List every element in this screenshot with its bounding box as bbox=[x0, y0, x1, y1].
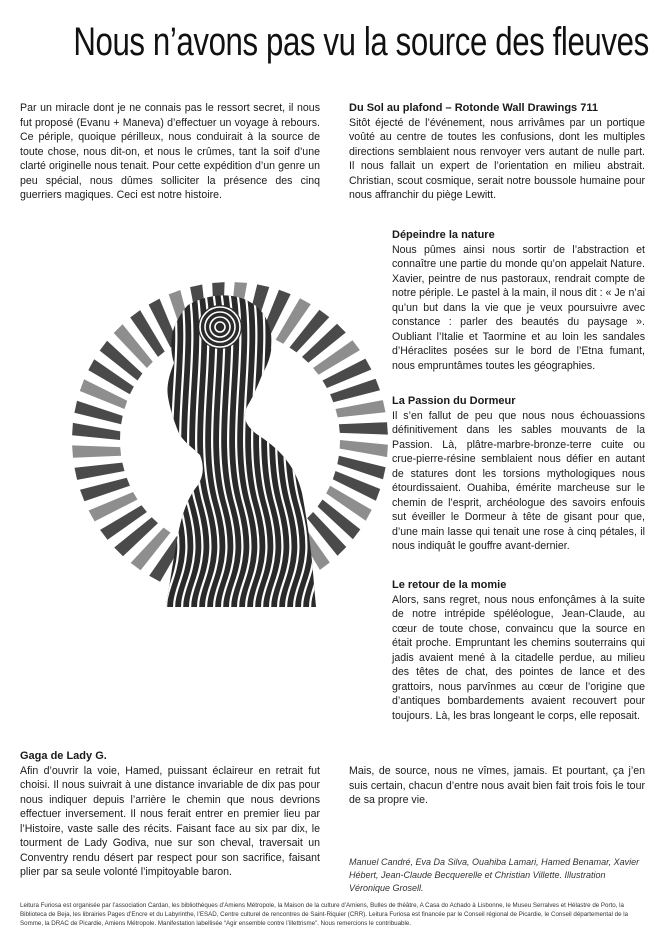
section-heading: La Passion du Dormeur bbox=[392, 395, 516, 407]
section-heading: Du Sol au plafond – Rotonde Wall Drawings 711 bbox=[349, 102, 598, 114]
section-text: Sitôt éjecté de l’événement, nous arrivâmes par un portique voûté au centre de toutes les confusions, dont les multiples directions semblaient nous renvoyer vers autant de nulle part. Il nous fallait un expert de l’orientation en milieu abstrait. Christian, scout cosmique, serait notre boussole humaine pour nous affranchir du piège Lewitt. bbox=[349, 116, 645, 201]
page-title: Nous n’avons pas vu la source des fleuves bbox=[73, 20, 649, 64]
section-text: Il s’en fallut de peu que nous nous échouassions définitivement dans les sables mouvants de la Passion. Là, plâtre-marbre-bronze-terre cuite ou crue-pierre-résine semblaient nous défier en autant de statures dont les torsions mythologiques nous étourdissaient. Ouahiba, émérite marcheuse sur le chemin de l’esprit, archéologue des savoirs enfouis sut éveiller le Dormeur à tête de gisant pour que, d’une main lasse qui tenait une rose à cinq pétales, il nous indiquât le gouffre avant-dernier. bbox=[392, 409, 645, 552]
intro-paragraph bbox=[20, 101, 320, 203]
section-heading: Dépeindre la nature bbox=[392, 229, 495, 241]
section-gaga bbox=[20, 749, 320, 880]
conclusion-text: Mais, de source, nous ne vîmes, jamais. Et pourtant, ça j’en suis certain, chacun d’entre nous avait bien fait trois fois le tour de sa propre vie. bbox=[349, 765, 645, 806]
section-momie bbox=[392, 578, 645, 723]
illustration bbox=[70, 235, 390, 630]
section-passion bbox=[392, 394, 645, 554]
sun-ray bbox=[336, 400, 386, 417]
sun-ray bbox=[72, 423, 120, 440]
section-heading: Gaga de Lady G. bbox=[20, 750, 107, 762]
section-du-sol bbox=[349, 101, 645, 203]
credits: Manuel Candré, Eva Da Silva, Ouahiba Lamari, Hamed Benamar, Xavier Hébert, Jean-Claude Becquerelle et Christian Villette. Illustration Véronique Grosell. bbox=[349, 857, 640, 893]
section-text: Alors, sans regret, nous nous enfonçâmes à la suite de notre intrépide spéléologue, Jean-Claude, au cœur de toute chose, convaincu que la source en était proche. Empruntant les chemins souterrains qui jadis avaient mené à la citadelle perdue, au milieu des têtes de chat, des pointes de lance et des grattoirs, nous parvînmes au cœur de l’origine que d’antiques bombardements avaient recouvert pour toujours. Là, les bras longeant le corps, elle reposait. bbox=[392, 593, 645, 722]
conclusion-paragraph bbox=[349, 764, 645, 808]
section-text: Afin d’ouvrir la voie, Hamed, puissant éclaireur en retrait fut choisi. Il nous suivrait à une distance invariable de dix pas pour nous indiquer depuis l’arrière le chemin que nous devrions effectuer inversement. Il nous ferait entrer en premier lieu par l’Histoire, vaste salle des récits. Faisant face au six par dix, le tourment de Lady Godiva, nue sur son cheval, traversait un Conventry rendu désert par respect pour son sacrifice, faisant plier par sa seule volonté l’impitoyable baron. bbox=[20, 764, 320, 878]
sun-ray bbox=[72, 445, 121, 457]
section-heading: Le retour de la momie bbox=[392, 579, 507, 591]
footer-note: Leitura Furiosa est organisée par l’association Cardan, les bibliothèques d’Amiens Métropole, la Maison de la culture d’Amiens, Bulles de théâtre, A Casa do Achado à Lisbonne, le Museu Serralves et Hélastre de Porto, la Biblioteca de Beja, les librairies Pages d’Encre et du Labyrinthe, l’ESAD, Centre culturel de rencontres de Saint-Riquier (CRR). Leitura Furiosa est financée par le Conseil régional de Picardie, le Conseil départemental de la Somme, la DRAC de Picardie, Amiens Métropole. Manifestation labellisée “Agir ensemble contre l’illettrisme”. Nous remercions le contribuable. bbox=[20, 902, 629, 927]
intro-text: Par un miracle dont je ne connais pas le ressort secret, il nous fut proposé (Evanu + Maneva) d’effectuer un voyage à rebours. Ce périple, quoique périlleux, nous conduirait à la source de toute chose, nous dit-on, et nous le crûmes, tant la soif d’une clarté originelle nous tenait. Pour cette expédition d’un genre un peu spécial, nous dûmes solliciter la présence des cinq guerriers magiques. Ceci est notre histoire. bbox=[20, 102, 320, 201]
section-text: Nous pûmes ainsi nous sortir de l’abstraction et connaître une partie du monde qu’on appelait Nature. Xavier, peintre de nus pastoraux, rendrait compte de notre périple. Le pastel à la main, il nous dit : « Je n’ai qu’un but dans la vie que je veux poursuivre avec constance : parler des beautés du paysage ». Oubliant l’Italie et Taormine et au loin les sandales d’Héraclites posées sur le bord de l’Etna fumant, nous empruntâmes toutes les géographies. bbox=[392, 243, 645, 372]
sun-ray bbox=[340, 440, 388, 457]
section-depeindre bbox=[392, 228, 645, 373]
sun-ray bbox=[75, 463, 125, 480]
sun-ray bbox=[339, 422, 388, 434]
